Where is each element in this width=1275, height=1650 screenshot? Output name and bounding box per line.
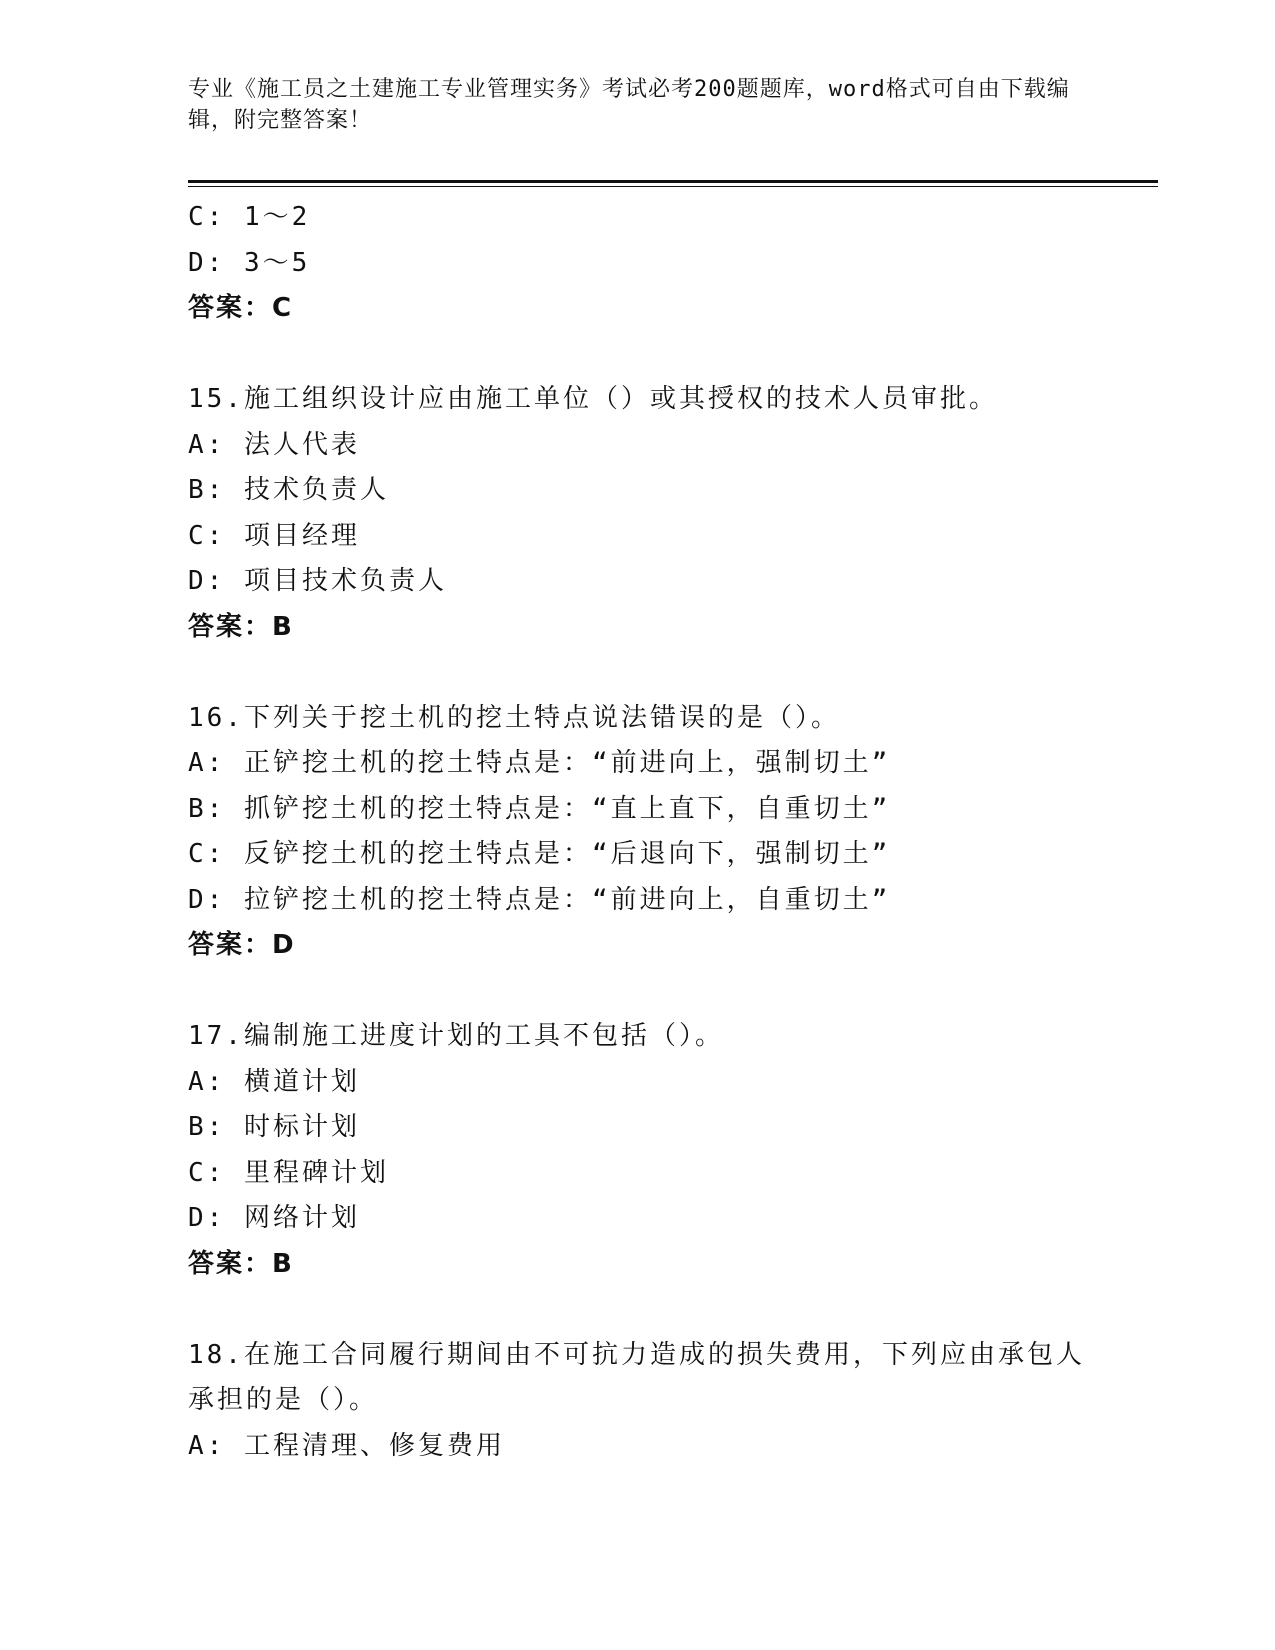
option-c: C: 反铲挖土机的挖土特点是：“后退向下，强制切土”: [188, 839, 891, 869]
option-a: A: 工程清理、修复费用: [188, 1430, 505, 1461]
option-c: C: 项目经理: [188, 520, 360, 551]
option-a: A: 横道计划: [188, 1066, 360, 1097]
question-stem: 17.编制施工进度计划的工具不包括（）。: [188, 1021, 724, 1051]
question-stem: 18.在施工合同履行期间由不可抗力造成的损失费用，下列应由承包人承担的是（）。: [188, 1339, 1085, 1415]
question-stem: 15.施工组织设计应由施工单位（）或其授权的技术人员审批。: [188, 384, 998, 414]
option-a: A: 正铲挖土机的挖土特点是：“前进向上，强制切土”: [188, 748, 891, 778]
spacer: [188, 332, 1148, 378]
question-block-16: [188, 696, 1148, 969]
answer-line: 答案：D: [188, 930, 296, 960]
option-d: D: 项目技术负责人: [188, 566, 447, 596]
option-d: D: 3～5: [188, 247, 311, 278]
question-block-15: [188, 377, 1148, 650]
question-block-18: [188, 1333, 1148, 1470]
option-b: B: 技术负责人: [188, 475, 389, 505]
answer-line: 答案：C: [188, 293, 294, 323]
page-header: 专业《施工员之土建施工专业管理实务》考试必考200题题库，word格式可自由下载编辑，附完整答案！: [188, 77, 1070, 133]
spacer: [188, 1287, 1148, 1333]
option-c: C: 里程碑计划: [188, 1157, 389, 1188]
header-rule-thin: [188, 186, 1158, 187]
question-block-14: [188, 195, 1148, 332]
option-d: D: 网络计划: [188, 1203, 360, 1233]
header-rule-thick: [188, 180, 1158, 183]
spacer: [188, 650, 1148, 696]
answer-line: 答案：B: [188, 611, 294, 642]
spacer: [188, 969, 1148, 1015]
question-block-17: [188, 1014, 1148, 1287]
option-a: A: 法人代表: [188, 429, 360, 460]
option-b: B: 时标计划: [188, 1112, 360, 1142]
option-d: D: 拉铲挖土机的挖土特点是：“前进向上，自重切土”: [188, 884, 891, 915]
option-b: B: 抓铲挖土机的挖土特点是：“直上直下，自重切土”: [188, 793, 891, 824]
question-list: [188, 195, 1148, 1469]
option-c: C: 1～2: [188, 202, 311, 232]
answer-line: 答案：B: [188, 1248, 294, 1279]
question-stem: 16.下列关于挖土机的挖土特点说法错误的是（）。: [188, 702, 840, 733]
